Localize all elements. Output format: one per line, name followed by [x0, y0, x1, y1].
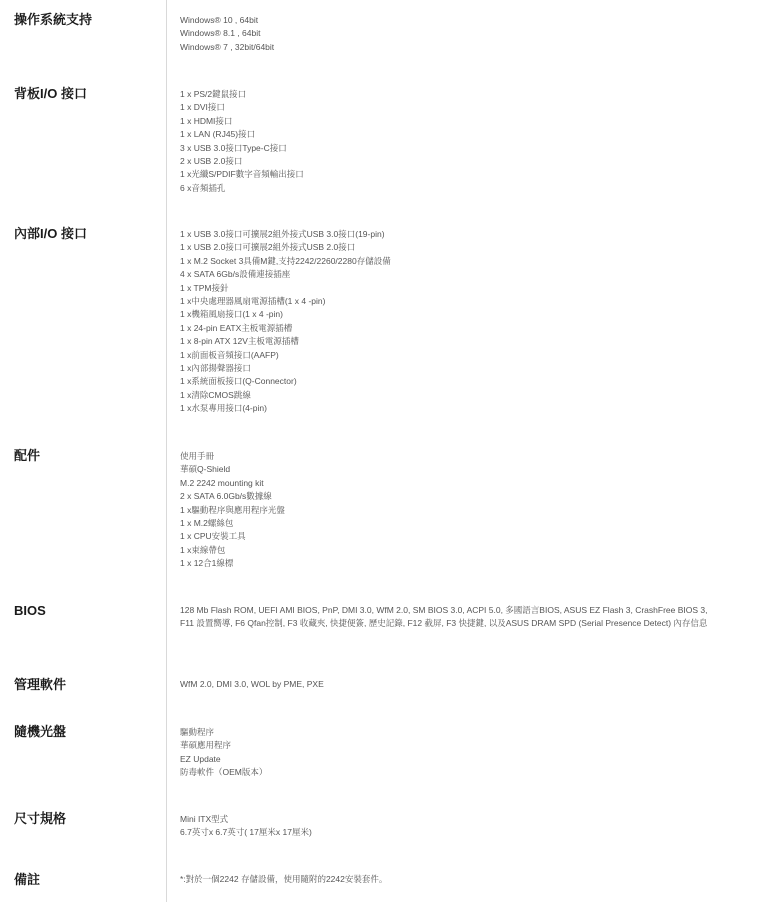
- spec-line: 1 x LAN (RJ45)接口: [180, 129, 256, 140]
- spec-label: 內部I/O 接口: [14, 226, 87, 241]
- spec-line: EZ Update: [180, 753, 221, 764]
- spec-label: 操作系統支持: [14, 12, 93, 27]
- spec-line: 1 x 24-pin EATX主板電源插槽: [180, 322, 293, 333]
- spec-values: [180, 604, 720, 631]
- spec-values: [180, 14, 730, 54]
- spec-line: 1 x光纖S/PDIF數字音頻輸出接口: [180, 169, 304, 180]
- spec-line: 1 x中央處理器風扇電源插槽(1 x 4 -pin): [180, 296, 326, 307]
- spec-line: Windows® 8.1 , 64bit: [180, 28, 261, 39]
- spec-line: 1 x內部揚聲器接口: [180, 363, 251, 374]
- spec-line: 1 x TPM接針: [180, 282, 229, 293]
- spec-line: 1 x M.2螺絲包: [180, 518, 234, 529]
- spec-line: Mini ITX型式: [180, 814, 229, 824]
- spec-line: Windows® 7 , 32bit/64bit: [180, 41, 275, 52]
- spec-label: BIOS: [14, 603, 46, 618]
- spec-line: 1 x USB 3.0接口可擴展2組外接式USB 3.0接口(19-pin): [180, 229, 385, 239]
- spec-line: 1 x束線帶包: [180, 544, 226, 555]
- spec-label: 備註: [14, 872, 41, 887]
- spec-line: 1 x HDMI接口: [180, 115, 233, 126]
- spec-line: 2 x USB 2.0接口: [180, 156, 243, 167]
- spec-values: [180, 873, 730, 886]
- spec-line: 驅動程序: [180, 727, 215, 737]
- spec-line: M.2 2242 mounting kit: [180, 477, 264, 488]
- spec-line: 128 Mb Flash ROM, UEFI AMI BIOS, PnP, DMI 3.0, WfM 2.0, SM BIOS 3.0, ACPI 5.0, 多國語言BIOS, ASUS EZ Flash 3, CrashFree BIOS 3, F11 設置嚮導, F6 Qfan控制, F3 收藏夾, 快捷便簽, 歷史記錄, F12 截屏, F3 快捷鍵, 以及ASUS DRAM SPD (Serial Presence Detect) 內存信息: [180, 605, 708, 629]
- column-divider: [166, 0, 167, 902]
- spec-line: 1 x清除CMOS跳線: [180, 389, 251, 400]
- spec-label: 管理軟件: [14, 677, 67, 692]
- spec-line: 1 x 12合1線標: [180, 558, 234, 569]
- spec-label: 隨機光盤: [14, 724, 67, 739]
- spec-line: 6.7英寸x 6.7英寸( 17厘米x 17厘米): [180, 827, 312, 838]
- spec-values: [180, 726, 730, 780]
- spec-line: 1 x CPU安裝工具: [180, 531, 246, 542]
- spec-label: 背板I/O 接口: [14, 86, 87, 101]
- spec-line: 1 x機箱風扇接口(1 x 4 -pin): [180, 309, 283, 320]
- spec-line: 1 x水泵專用接口(4-pin): [180, 403, 267, 414]
- spec-line: 華碩Q-Shield: [180, 464, 231, 475]
- spec-line: 1 x前面板音頻接口(AAFP): [180, 349, 279, 360]
- spec-line: 1 x 8-pin ATX 12V主板電源插槽: [180, 336, 299, 347]
- spec-line: 6 x音頻插孔: [180, 182, 226, 193]
- spec-line: 1 x USB 2.0接口可擴展2組外接式USB 2.0接口: [180, 242, 356, 253]
- spec-values: [180, 228, 730, 416]
- spec-line: 1 x系統面板接口(Q-Connector): [180, 376, 297, 387]
- spec-line: 1 x PS/2鍵鼠接口: [180, 89, 247, 99]
- spec-line: 使用手冊: [180, 451, 215, 461]
- spec-line: 1 x M.2 Socket 3具備M鍵,支持2242/2260/2280存儲設備: [180, 255, 391, 266]
- spec-line: WfM 2.0, DMI 3.0, WOL by PME, PXE: [180, 679, 324, 689]
- spec-values: [180, 678, 730, 691]
- spec-line: 1 x驅動程序與應用程序光盤: [180, 504, 285, 515]
- spec-line: 1 x DVI接口: [180, 102, 225, 113]
- spec-values: [180, 450, 730, 571]
- spec-label: 配件: [14, 448, 41, 463]
- spec-line: *:對於一個2242 存儲設備，使用隨附的2242安裝套件。: [180, 874, 388, 884]
- spec-values: [180, 88, 730, 195]
- spec-line: 華碩應用程序: [180, 740, 232, 751]
- spec-line: 4 x SATA 6Gb/s設備連接插座: [180, 269, 291, 280]
- spec-line: 2 x SATA 6.0Gb/s數據線: [180, 491, 272, 502]
- spec-line: 3 x USB 3.0接口Type-C接口: [180, 142, 287, 153]
- spec-values: [180, 813, 730, 840]
- spec-line: Windows® 10 , 64bit: [180, 15, 259, 25]
- spec-label: 尺寸規格: [14, 811, 67, 826]
- spec-line: 防毒軟件（OEM版本）: [180, 767, 268, 778]
